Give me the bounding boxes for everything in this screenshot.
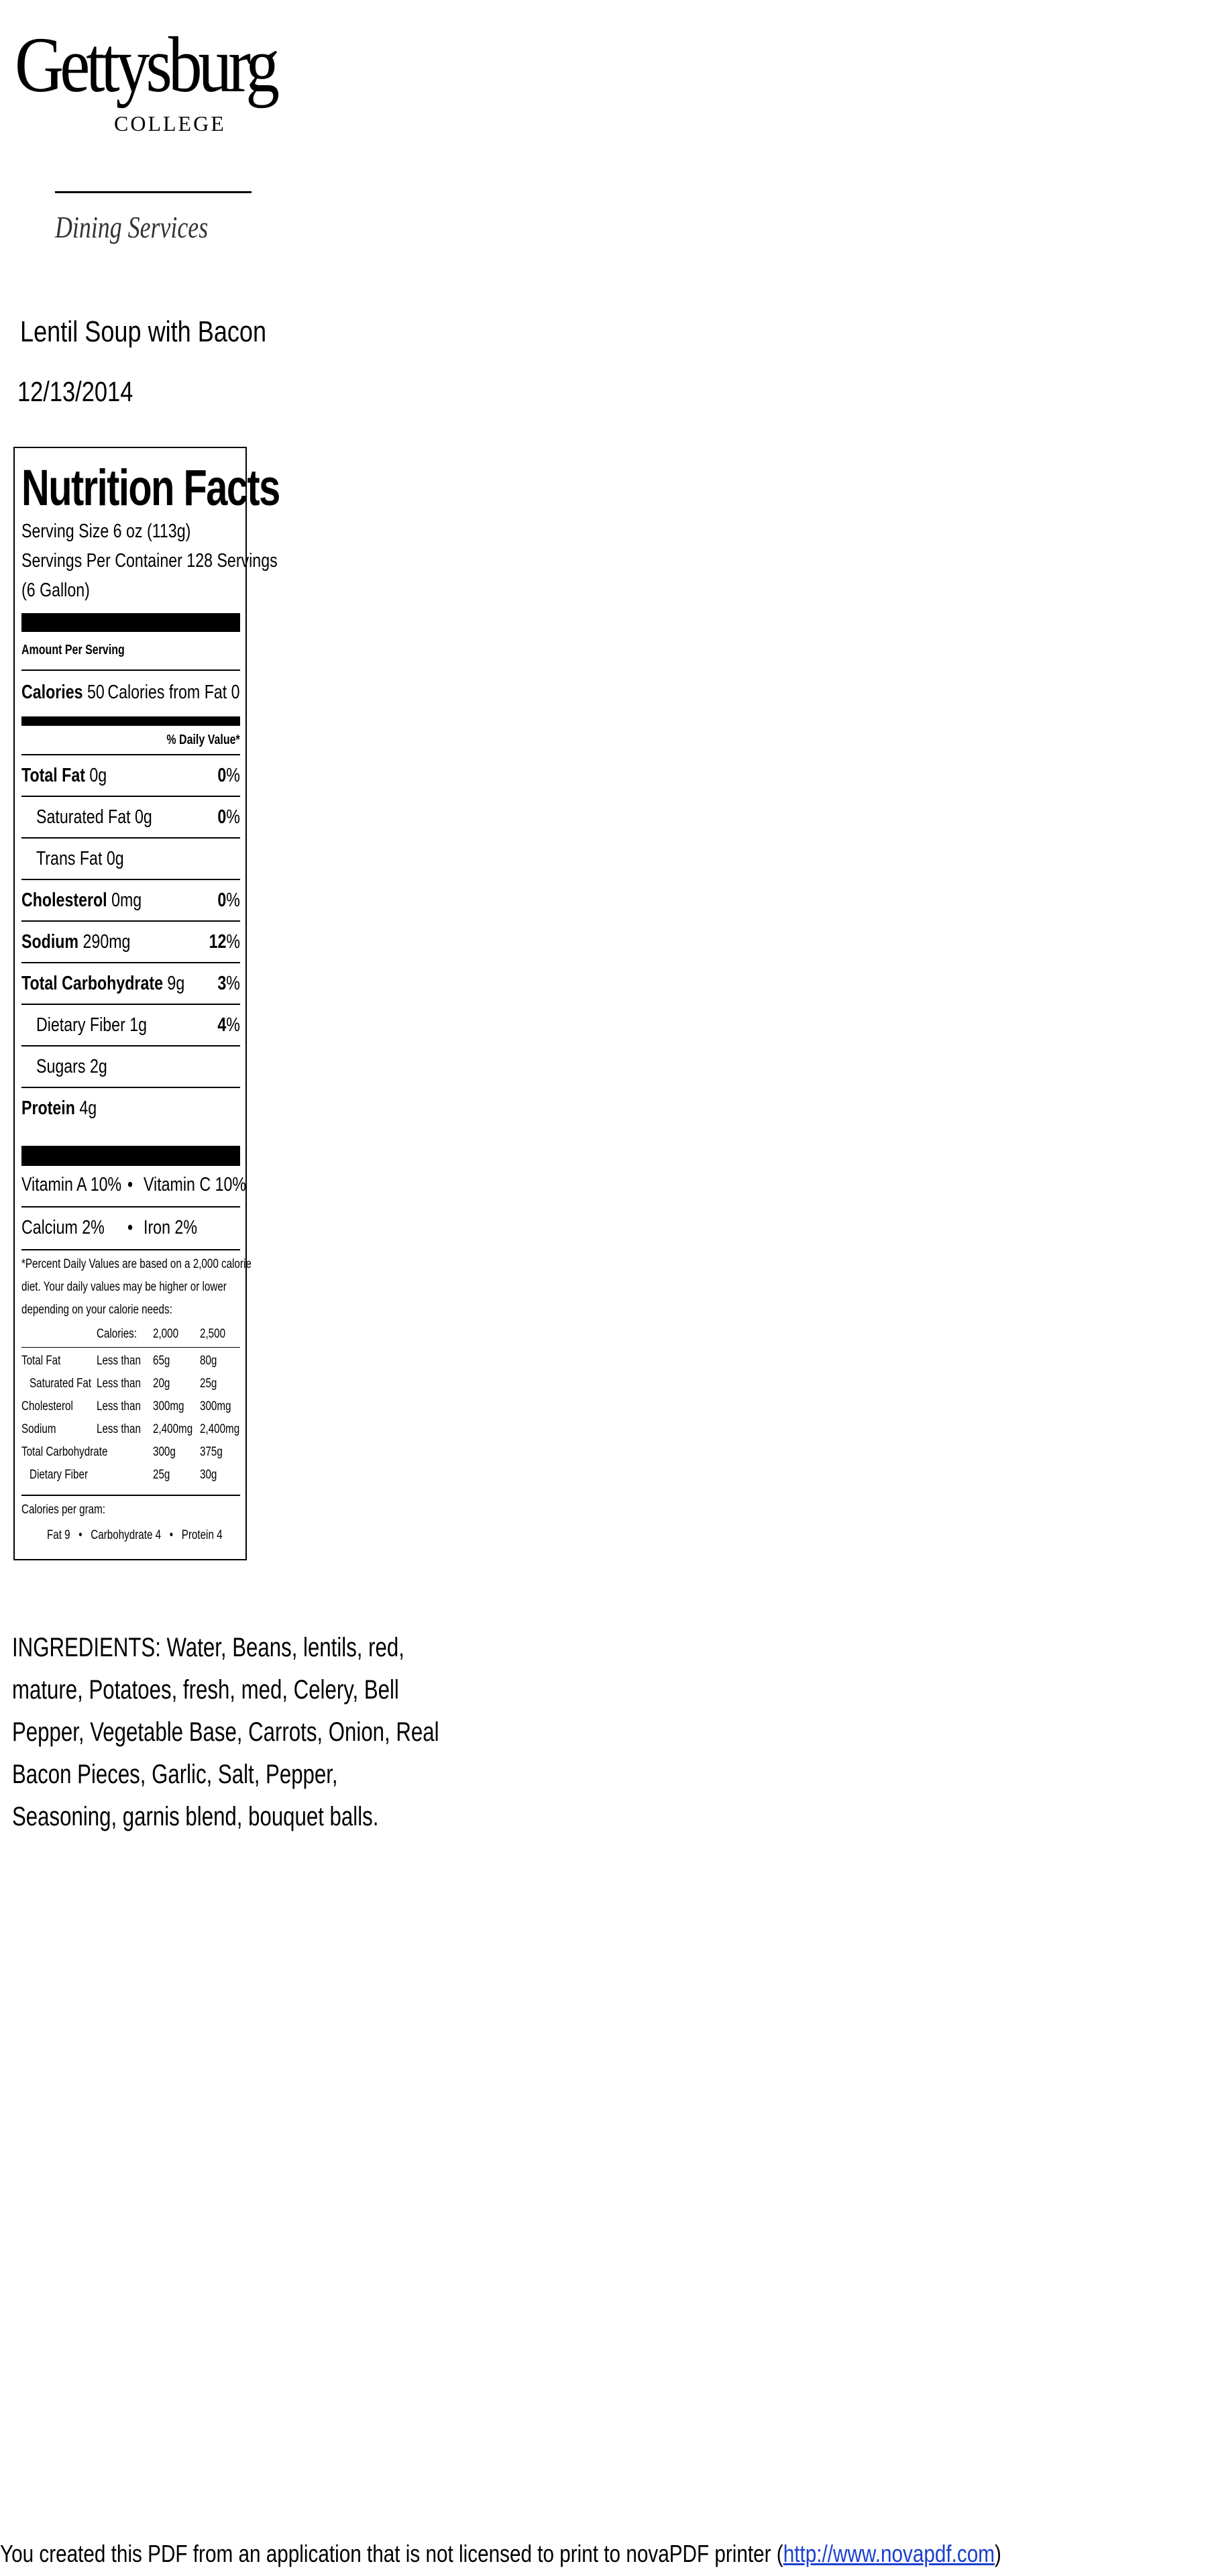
thick-divider: [21, 1146, 240, 1166]
calcium: Calcium 2%: [21, 1217, 105, 1238]
daily-values-table-row: Dietary Fiber 25g 30g: [30, 1468, 217, 1482]
divider: [21, 1045, 240, 1046]
ingredients-line: Bacon Pieces, Garlic, Salt, Pepper,: [12, 1760, 338, 1789]
nutrient-row-sodium: Sodium 290mg 12%: [21, 931, 240, 953]
logo-wordmark: Gettysburg: [15, 21, 276, 109]
servings-per-container-volume: (6 Gallon): [21, 580, 90, 601]
amount-per-serving: Amount Per Serving: [21, 643, 125, 657]
menu-date: 12/13/2014: [17, 376, 133, 407]
nutrient-row-dietary-fiber: Dietary Fiber 1g 4%: [36, 1014, 240, 1036]
nutrition-facts-title: Nutrition Facts: [21, 460, 280, 517]
nutrient-row-cholesterol: Cholesterol 0mg 0%: [21, 890, 240, 911]
divider: [21, 920, 240, 922]
nutrient-row-sugars: Sugars 2g: [36, 1056, 107, 1077]
daily-values-table-row: Sodium Less than 2,400mg 2,400mg: [21, 1422, 240, 1436]
novapdf-footer: [0, 2540, 1001, 2568]
divider: [21, 837, 240, 839]
medium-divider: [21, 716, 240, 726]
divider: [21, 754, 240, 755]
footer-text: You created this PDF from an application that is not licensed to print to novaPDF printer (: [0, 2540, 783, 2567]
dining-services-text: Dining Services: [55, 210, 209, 244]
logo-college-text: COLLEGE: [114, 111, 226, 136]
calories-row: [21, 680, 240, 704]
calories-per-gram-values: Fat 9 • Carbohydrate 4 • Protein 4: [47, 1528, 223, 1542]
vitamin-row: Vitamin A 10% • Vitamin C 10%: [21, 1174, 247, 1195]
ingredients-line: Pepper, Vegetable Base, Carrots, Onion, Real: [12, 1717, 439, 1747]
nutrient-row-total-fat: Total Fat 0g 0%: [21, 765, 240, 786]
calories-per-gram-label: Calories per gram:: [21, 1503, 106, 1517]
divider: [21, 1087, 240, 1088]
thick-divider: [21, 613, 240, 632]
divider: [21, 962, 240, 963]
divider: [21, 1249, 240, 1250]
daily-values-table-row: Total Carbohydrate 300g 375g: [21, 1445, 223, 1459]
footnote-line-1: *Percent Daily Values are based on a 2,000 calorie: [21, 1257, 252, 1271]
calories-from-fat: Calories from Fat 0: [107, 682, 240, 703]
mineral-row: Calcium 2% • Iron 2%: [21, 1217, 197, 1238]
divider: [21, 1495, 240, 1496]
divider: [21, 1347, 240, 1348]
daily-values-table-row: Total Fat Less than 65g 80g: [21, 1354, 217, 1368]
calories-label: Calories: [21, 682, 83, 703]
nutrient-row-trans-fat: Trans Fat 0g: [36, 848, 124, 869]
calories-value: 50: [87, 682, 105, 703]
divider: [21, 796, 240, 797]
iron: Iron 2%: [144, 1217, 197, 1238]
vitamin-a: Vitamin A 10%: [21, 1174, 122, 1195]
footnote-line-2: diet. Your daily values may be higher or lower: [21, 1280, 227, 1294]
servings-per-container: Servings Per Container 128 Servings: [21, 550, 278, 572]
footnote-line-3: depending on your calorie needs:: [21, 1303, 172, 1317]
daily-values-table-header: Calories: 2,000 2,500: [97, 1327, 226, 1341]
daily-values-table-row: Saturated Fat Less than 20g 25g: [30, 1377, 217, 1391]
dish-name: Lentil Soup with Bacon: [20, 315, 267, 348]
daily-value-header: % Daily Value*: [166, 733, 240, 747]
footer-close: ): [995, 2540, 1001, 2567]
ingredients-line: mature, Potatoes, fresh, med, Celery, Bell: [12, 1675, 399, 1705]
divider: [21, 879, 240, 880]
vitamin-c: Vitamin C 10%: [144, 1174, 247, 1195]
ingredients-text: [12, 1627, 439, 1838]
logo-rule: [55, 191, 252, 193]
nutrient-row-saturated-fat: Saturated Fat 0g 0%: [36, 806, 240, 828]
divider: [21, 669, 240, 671]
gettysburg-college-logo: [13, 13, 276, 244]
serving-size: Serving Size 6 oz (113g): [21, 521, 191, 542]
divider: [21, 1206, 240, 1208]
nutrient-row-protein: Protein 4g: [21, 1097, 97, 1119]
ingredients-line: INGREDIENTS: Water, Beans, lentils, red,: [12, 1633, 404, 1662]
divider: [21, 1004, 240, 1005]
ingredients-line: Seasoning, garnis blend, bouquet balls.: [12, 1802, 379, 1831]
daily-values-table-row: Cholesterol Less than 300mg 300mg: [21, 1399, 231, 1413]
nutrition-facts-label: [13, 447, 280, 1560]
nutrient-row-total-carbohydrate: Total Carbohydrate 9g 3%: [21, 973, 240, 994]
novapdf-link[interactable]: http://www.novapdf.com: [783, 2540, 995, 2567]
